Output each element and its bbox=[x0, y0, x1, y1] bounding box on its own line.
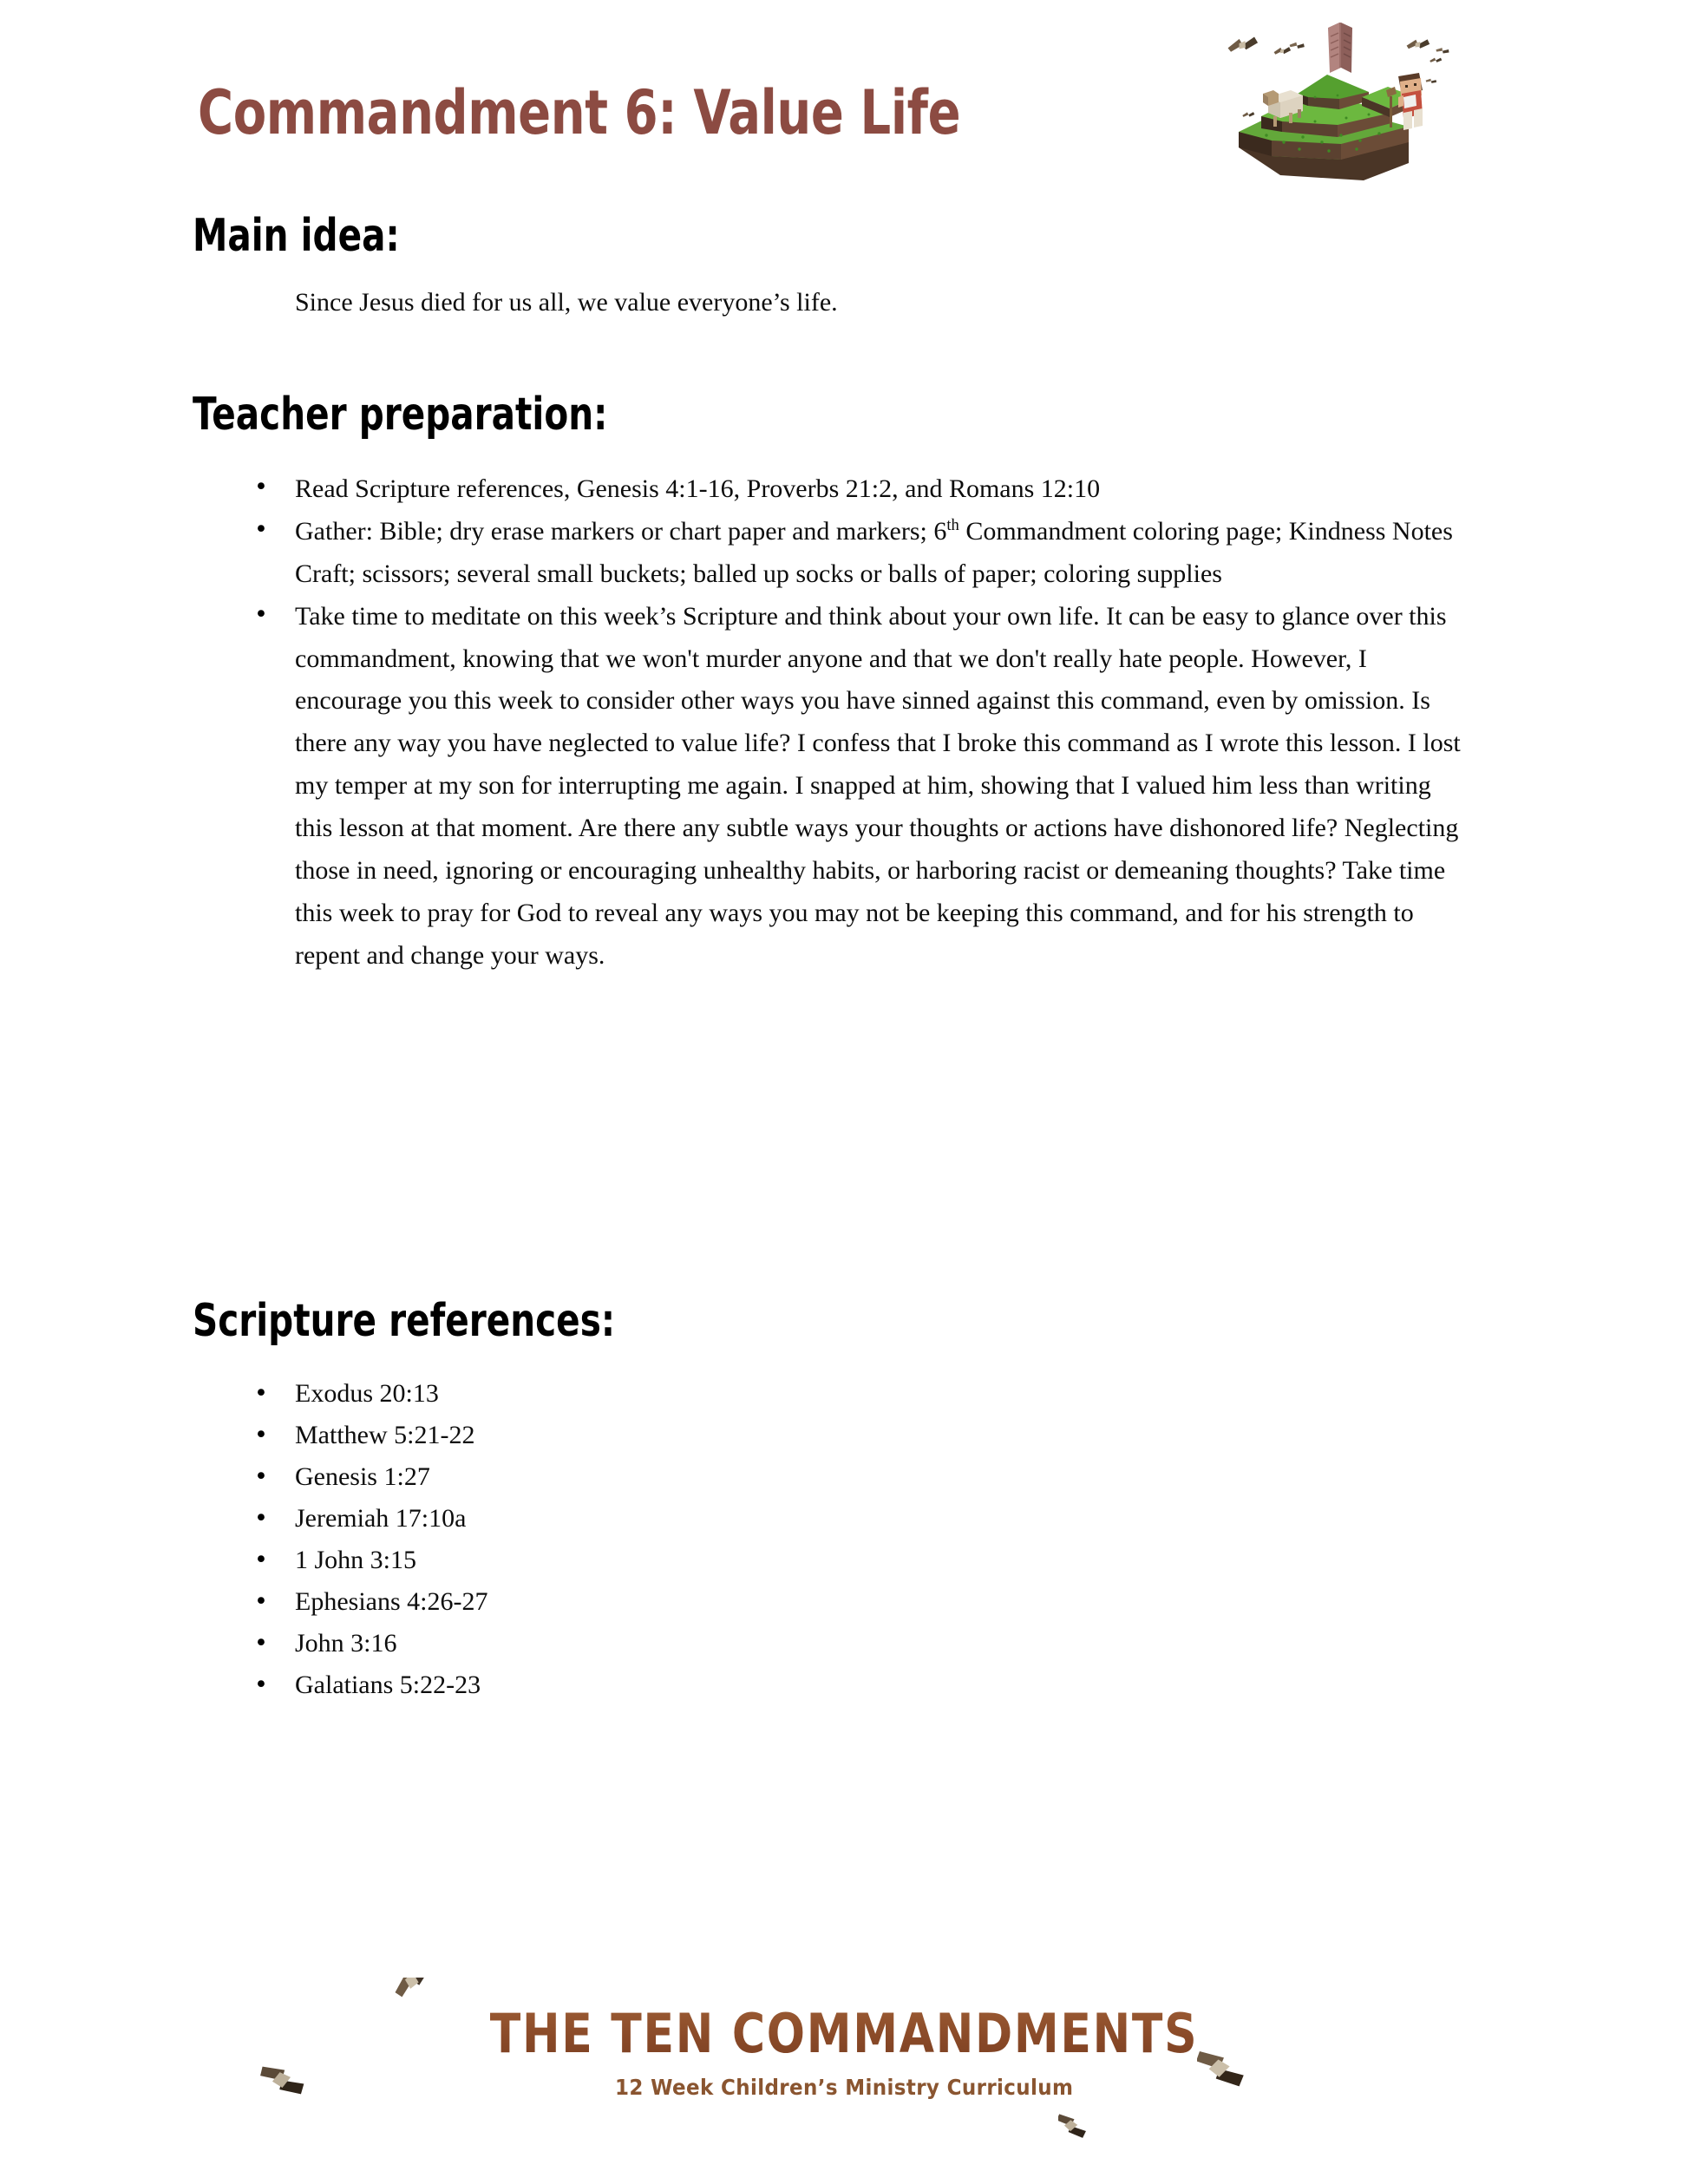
list-item: • Read Scripture references, Genesis 4:1-16, Proverbs 21:2, and Romans 12:10 bbox=[249, 468, 1463, 511]
list-item: • Genesis 1:27 bbox=[249, 1464, 1030, 1498]
list-item-gather bbox=[249, 511, 1463, 596]
gather-text-after: Commandment coloring page; Kindness Notes Craft; scissors; several small buckets; balled up socks or balls of paper; coloring supplies bbox=[295, 516, 1453, 588]
bird-right-lower-icon bbox=[1058, 2104, 1136, 2174]
main-idea-text: Since Jesus died for us all, we value everyone’s life. bbox=[295, 288, 838, 317]
list-item: • Ephesians 4:26-27 bbox=[249, 1589, 1030, 1623]
list-item: • 1 John 3:15 bbox=[249, 1547, 1030, 1581]
main-idea-heading: Main idea: bbox=[193, 210, 400, 262]
document-footer bbox=[0, 1976, 1688, 2184]
list-item: • Jeremiah 17:10a bbox=[249, 1506, 1030, 1540]
footer-brand bbox=[332, 2002, 1356, 2100]
mount-sinai-illustration bbox=[1176, 10, 1462, 191]
mount-sinai-icon bbox=[1176, 10, 1462, 191]
list-item: • Galatians 5:22-23 bbox=[249, 1672, 1030, 1706]
ordinal-superscript: th bbox=[946, 515, 959, 534]
list-item: • Take time to meditate on this week’s Scripture and think about your own life. It can be easy to glance over this commandment, knowing that we won't murder anyone and that we don't really hate people. However, I encourage you this week to consider other ways you have sinned against this command, even by omission. Is there any way you have neglected to value life? I confess that I broke this command as I wrote this lesson. I lost my temper at my son for interrupting me again. I snapped at him, showing that I valued him less than writing this lesson at that moment. Are there any subtle ways your thoughts or actions have dishonored life? Neglecting those in need, ignoring or encouraging unhealthy habits, or harboring racist or demeaning thoughts? Take time this week to pray for God to reveal any ways you may not be keeping this command, and for his strength to repent and change your ways. bbox=[249, 596, 1463, 978]
list-item: • John 3:16 bbox=[249, 1631, 1030, 1664]
moses-figure-icon bbox=[1386, 73, 1423, 130]
teacher-preparation-heading: Teacher preparation: bbox=[193, 389, 608, 441]
teacher-preparation-list bbox=[249, 468, 1463, 978]
scripture-references-list bbox=[249, 1381, 1030, 1714]
stone-tablets-icon bbox=[1328, 23, 1352, 73]
footer-subtitle: 12 Week Children’s Ministry Curriculum bbox=[614, 2075, 1074, 2100]
footer-title: THE TEN COMMANDMENTS bbox=[489, 2002, 1199, 2065]
page-title: Commandment 6: Value Life bbox=[198, 77, 961, 148]
list-item: • Exodus 20:13 bbox=[249, 1381, 1030, 1415]
document-header bbox=[0, 0, 1688, 199]
gather-text-before: Gather: Bible; dry erase markers or chart paper and markers; 6 bbox=[295, 516, 947, 546]
scripture-references-heading: Scripture references: bbox=[193, 1295, 616, 1347]
list-item: • Matthew 5:21-22 bbox=[249, 1422, 1030, 1456]
